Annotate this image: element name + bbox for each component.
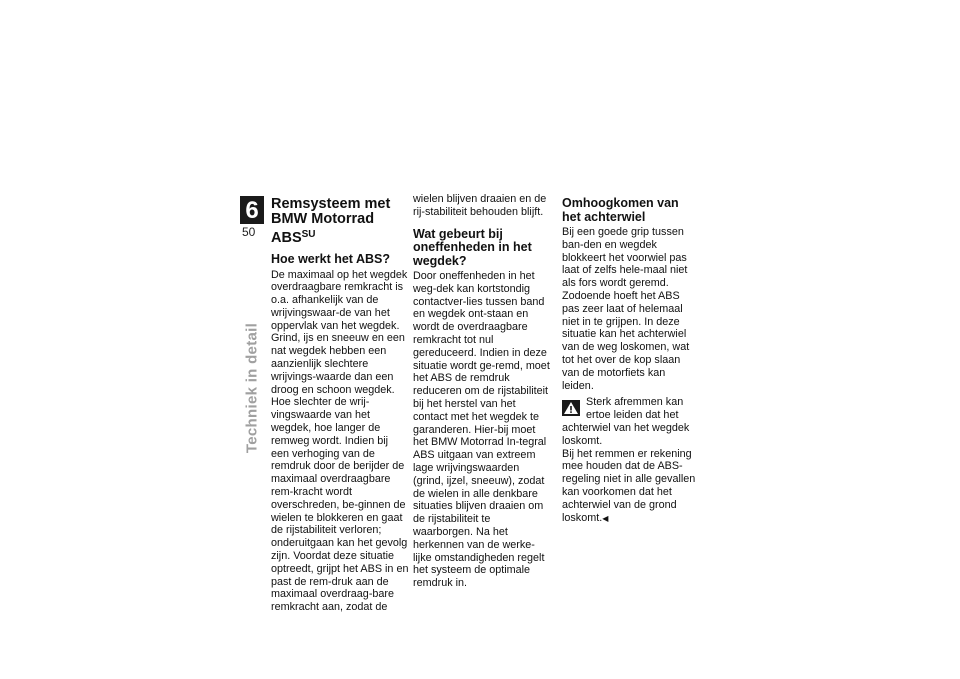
- subheading-road-unevenness: Wat gebeurt bij oneffenheden in het wegdek?: [413, 226, 532, 268]
- subheading-how-abs-works: Hoe werkt het ABS?: [271, 252, 391, 266]
- section-title-suffix: SU: [301, 229, 316, 240]
- paragraph-after-warning: [562, 448, 700, 526]
- paragraph-continued: wielen blijven draaien en de rij-stabiliteit behouden blijft.: [413, 193, 547, 218]
- warning-icon: [562, 400, 580, 416]
- column-3: [562, 193, 700, 525]
- column-1: [271, 193, 409, 614]
- warning-text: Sterk afremmen kan ertoe leiden dat het achterwiel van het wegdek loskomt.: [562, 396, 690, 447]
- chapter-number: 6: [240, 196, 264, 224]
- section-title: [271, 197, 409, 246]
- chapter-title-vertical: Techniek in detail: [243, 322, 261, 454]
- paragraph-after-warning-text: Bij het remmen er rekening mee houden dat de ABS-regeling niet in alle gevallen kan voorkomen dat het achterwiel van de grond loskomt.: [562, 447, 696, 524]
- warning-block: [562, 396, 700, 525]
- end-of-section-mark: ◀: [602, 513, 609, 523]
- paragraph-abs-explanation: De maximaal op het wegdek overdraagbare remkracht is o.a. afhankelijk van de wrijvingswaar-de van het oppervlak van het wegdek. Grind, ijs en sneeuw en een nat wegdek hebben een aanzienlijk slechtere wrijvings-waarde dan een droog en schoon wegdek. Hoe slechter de wrij-vingswaarde van het wegdek, hoe langer de remweg wordt. Indien bij een verhoging van de remdruk door de berijder de maximaal overdraagbare rem-kracht wordt overschreden, be-ginnen de wielen te blokkeren en gaat de rijstabiliteit verloren; onderuitgaan kan het gevolg zijn. Voordat deze situatie optreedt, grijpt het ABS in en past de rem-druk aan de maximaal overdraag-bare remkracht aan, zodat de: [271, 268, 409, 614]
- column-2: [413, 193, 551, 590]
- paragraph-rear-wheel-lift: Bij een goede grip tussen ban-den en wegdek blokkeert het voorwiel pas laat of zelfs hele-maal niet als fors wordt geremd. Zodoende hoeft het ABS pas zeer laat of helemaal niet in te grijpen. In deze situatie kan het achterwiel van de weg loskomen, wat tot het over de kop slaan van de motorfiets kan leiden.: [562, 226, 690, 392]
- section-title-text: Remsysteem met BMW Motorrad ABS: [271, 196, 391, 246]
- paragraph-road-unevenness: Door oneffenheden in het weg-dek kan kortstondig contactver-lies tussen band en wegdek ont-staan en wordt de overdraagbare remkracht tot nul gereduceerd. Indien in deze situatie wordt ge-remd, moet het ABS de remdruk reduceren om de rijstabiliteit bij het herstel van het contact met het wegdek te garanderen. Hier-bij moet het BMW Motorrad In-tegral ABS uitgaan van extreem lage wrijvingswaarden (grind, ijzel, sneeuw), zodat de wielen in alle denkbare situaties blijven draaien om de rijstabiliteit te waarborgen. Na het herkennen van de werke-lijke omstandigheden regelt het systeem de optimale remdruk in.: [413, 270, 550, 590]
- page-number: 50: [242, 225, 256, 239]
- subheading-rear-wheel-lift: Omhoogkomen van het achterwiel: [562, 196, 679, 224]
